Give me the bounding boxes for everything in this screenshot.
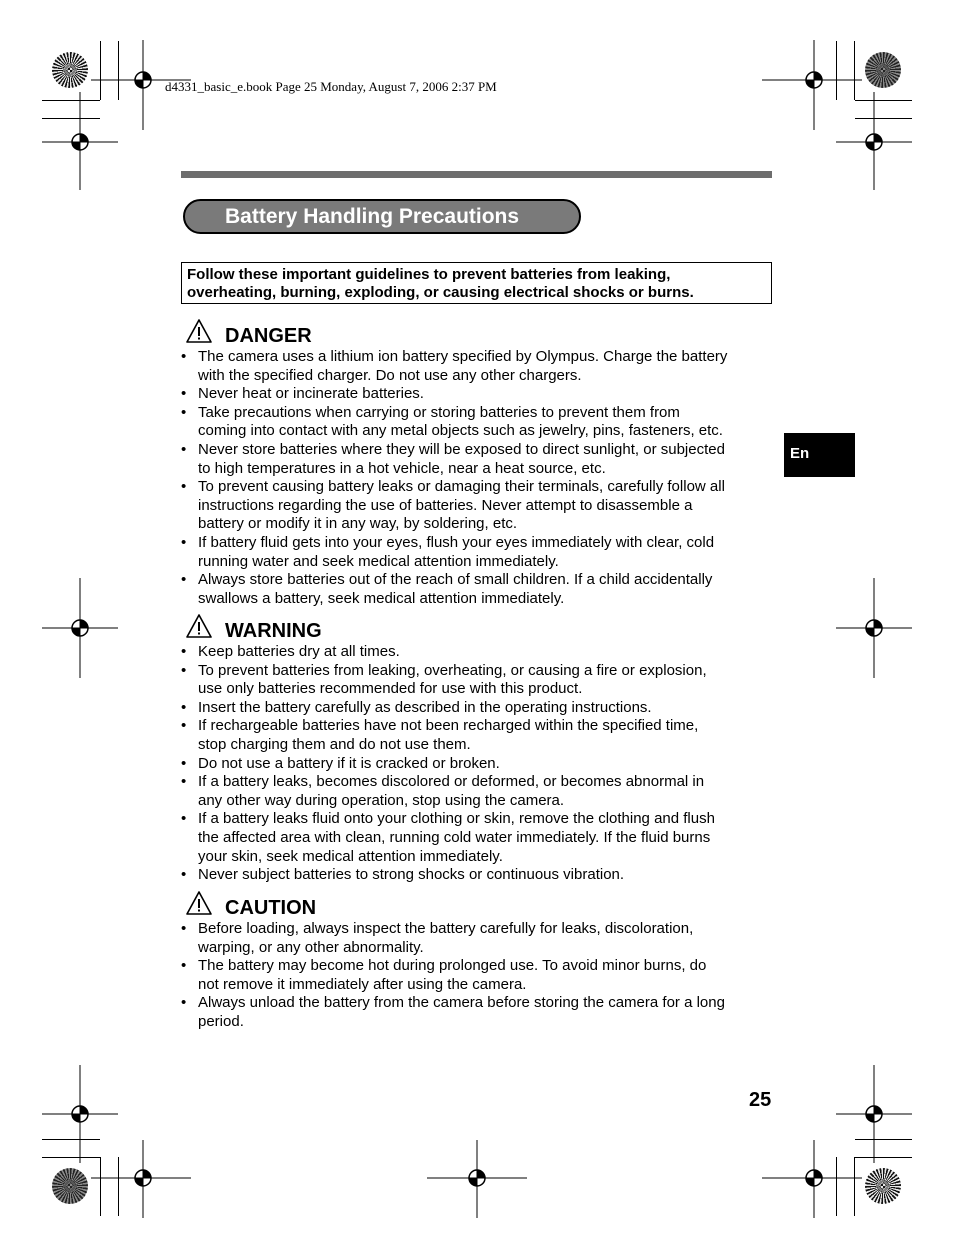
crosshair-registration-icon: [91, 1140, 191, 1218]
list-item-line: to high temperatures in a hot vehicle, near a heat source, etc.: [198, 459, 606, 477]
list-item-line: • If a battery leaks, becomes discolored or deformed, or becomes abnormal in: [198, 773, 705, 791]
list-item-line: • Never subject batteries to strong shocks or continuous vibration.: [198, 866, 625, 884]
list-item-line: battery or modify it in any way, by soldering, etc.: [198, 515, 518, 533]
warning-triangle-icon: [185, 613, 213, 639]
warning-list-item: [181, 643, 776, 662]
list-item-line: your skin, seek medical attention immediately.: [198, 847, 503, 865]
list-item-line: period.: [198, 1012, 244, 1030]
list-item-line: • Never store batteries where they will be exposed to direct sunlight, or subjected: [198, 440, 725, 458]
crosshair-registration-icon: [427, 1140, 527, 1218]
danger-list: [181, 348, 776, 608]
list-item-line: instructions regarding the use of batteries. Never attempt to disassemble a: [198, 496, 693, 514]
list-item-line: swallows a battery, seek medical attention immediately.: [198, 589, 565, 607]
crosshair-registration-icon: [42, 578, 118, 678]
language-tab: [784, 433, 855, 477]
notice-line: Follow these important guidelines to prevent batteries from leaking,: [187, 266, 671, 283]
caution-list: [181, 920, 776, 1032]
list-item-line: not remove it immediately after using the camera.: [198, 975, 527, 993]
list-item-line: • Insert the battery carefully as described in the operating instructions.: [198, 698, 652, 716]
list-item-line: warping, or any other abnormality.: [198, 938, 424, 956]
danger-list-item: [181, 441, 776, 478]
warning-list-item: [181, 755, 776, 774]
list-item-line: stop charging them and do not use them.: [198, 735, 471, 753]
warning-list-item: [181, 699, 776, 718]
list-item-line: • Always store batteries out of the reach of small children. If a child accidentally: [198, 571, 713, 589]
starburst-target-icon: [865, 1168, 901, 1204]
caution-list-item: [181, 920, 776, 957]
list-item-line: use only batteries recommended for use with this product.: [198, 680, 583, 698]
starburst-target-icon: [52, 52, 88, 88]
warning-list-item: [181, 717, 776, 754]
danger-list-item: [181, 534, 776, 571]
danger-list-item: [181, 478, 776, 534]
warning-list: [181, 643, 776, 885]
starburst-target-icon: [52, 1168, 88, 1204]
caution-list-item: [181, 994, 776, 1031]
page-title-banner: [183, 199, 581, 234]
starburst-target-icon: [865, 52, 901, 88]
warning-heading-label: WARNING: [225, 620, 322, 642]
list-item-line: • Never heat or incinerate batteries.: [198, 385, 424, 403]
list-item-line: coming into contact with any metal objects such as jewelry, pins, fasteners, etc.: [198, 422, 723, 440]
crosshair-registration-icon: [42, 92, 118, 190]
list-item-line: running water and seek medical attention immediately.: [198, 552, 559, 570]
warning-triangle-icon: [185, 318, 213, 344]
warning-list-item: [181, 866, 776, 885]
list-item-line: the affected area with clean, running cold water immediately. If the fluid burns: [198, 828, 711, 846]
list-item-line: • Before loading, always inspect the battery carefully for leaks, discoloration,: [198, 920, 694, 937]
list-item-line: with the specified charger. Do not use any other chargers.: [198, 366, 582, 384]
crosshair-registration-icon: [836, 92, 912, 190]
list-item-line: • If rechargeable batteries have not been recharged within the specified time,: [198, 717, 699, 735]
warning-list-item: [181, 662, 776, 699]
list-item-line: • Take precautions when carrying or storing batteries to prevent them from: [198, 403, 680, 421]
danger-list-item: [181, 385, 776, 404]
list-item-line: • Keep batteries dry at all times.: [198, 643, 400, 660]
caution-list-item: [181, 957, 776, 994]
list-item-line: • If battery fluid gets into your eyes, flush your eyes immediately with clear, cold: [198, 533, 715, 551]
list-item-line: • The camera uses a lithium ion battery specified by Olympus. Charge the battery: [198, 348, 728, 365]
warning-triangle-icon: [185, 890, 213, 916]
crosshair-registration-icon: [762, 1140, 862, 1218]
list-item-line: • Always unload the battery from the camera before storing the camera for a long: [198, 994, 725, 1012]
crosshair-registration-icon: [836, 578, 912, 678]
language-tab-label: En: [790, 445, 810, 462]
notice-line: overheating, burning, exploding, or causing electrical shocks or burns.: [187, 284, 694, 301]
warning-list-item: [181, 810, 776, 866]
danger-heading-label: DANGER: [225, 325, 312, 347]
list-item-line: • To prevent causing battery leaks or damaging their terminals, carefully follow all: [198, 478, 725, 496]
list-item-line: • To prevent batteries from leaking, overheating, or causing a fire or explosion,: [198, 661, 707, 679]
list-item-line: any other way during operation, stop using the camera.: [198, 791, 565, 809]
notice-box: [181, 262, 772, 304]
page-title: Battery Handling Precautions: [225, 205, 520, 228]
list-item-line: • If a battery leaks fluid onto your clothing or skin, remove the clothing and flush: [198, 810, 715, 828]
danger-list-item: [181, 404, 776, 441]
warning-list-item: [181, 773, 776, 810]
caution-heading-label: CAUTION: [225, 897, 317, 919]
list-item-line: • The battery may become hot during prolonged use. To avoid minor burns, do: [198, 957, 707, 975]
danger-list-item: [181, 571, 776, 608]
file-info-header: d4331_basic_e.book Page 25 Monday, August 7, 2006 2:37 PM: [165, 79, 497, 94]
header-rule: [181, 171, 772, 178]
page-number: 25: [749, 1089, 772, 1111]
list-item-line: • Do not use a battery if it is cracked or broken.: [198, 754, 500, 772]
danger-list-item: [181, 348, 776, 385]
